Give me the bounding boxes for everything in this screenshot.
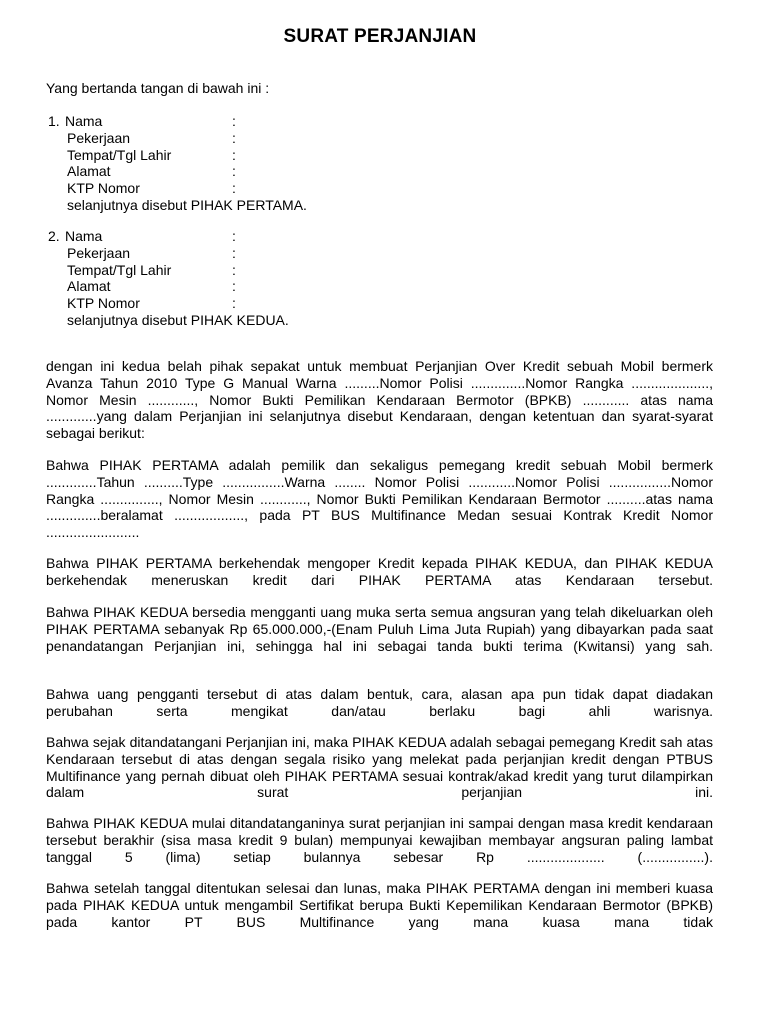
party-one-name-label: Nama [65, 113, 103, 129]
party-one-birth-colon: : [232, 146, 236, 163]
party-two-address-label: Alamat [67, 278, 111, 295]
document-title: SURAT PERJANJIAN [283, 26, 477, 47]
paragraph-payment: Bahwa PIHAK KEDUA bersedia mengganti uang muka serta semua angsuran yang telah dikeluarkan oleh PIHAK PERTAMA sebanyak Rp 65.000.000,-(Enam Puluh Lima Juta Rupiah) yang dibayarkan pada saat penandatangan Perjanjian ini, sehingga hal ini sebagai tanda bukti terima (Kwitansi) yang sah. [46, 604, 713, 654]
paragraph-agreement-intro: dengan ini kedua belah pihak sepakat untuk membuat Perjanjian Over Kredit sebuah Mobil bermerk Avanza Tahun 2010 Type G Manual Warna .........Nomor Polisi ..............Nomor Rangka ...................., Nomor Mesin ............, Nomor Bukti Pemilikan Kendaraan Bermotor (BPKB) ............ atas nama .............yang dalam Perjanjian ini selanjutnya disebut Kendaraan, dengan ketentuan dan syarat-syarat sebagai berikut: [46, 358, 713, 442]
paragraph-credit-transfer: Bahwa PIHAK PERTAMA berkehendak mengoper Kredit kepada PIHAK KEDUA, dan PIHAK KEDUA berkehendak meneruskan kredit dari PIHAK PERTAMA atas Kendaraan tersebut. [46, 555, 713, 588]
party-one-address-label: Alamat [67, 163, 111, 180]
party-two-designation: selanjutnya disebut PIHAK KEDUA. [67, 311, 289, 328]
party-one-birth-label: Tempat/Tgl Lahir [67, 146, 172, 163]
intro-text: Yang bertanda tangan di bawah ini : [46, 80, 270, 96]
party-one-ktp-colon: : [232, 180, 236, 197]
party-two-job-colon: : [232, 244, 236, 261]
party-two-address-colon: : [232, 278, 236, 295]
party-one-job-colon: : [232, 129, 236, 146]
paragraph-credit-holder: Bahwa sejak ditandatangani Perjanjian ini, maka PIHAK KEDUA adalah sebagai pemegang Kredit sah atas Kendaraan tersebut di atas dengan segala risiko yang melekat pada perjanjian kredit dengan PTBUS Multifinance yang pernah dibuat oleh PIHAK PERTAMA sesuai kontrak/akad kredit yang turut dilampirkan dalam surat perjanjian ini. [46, 734, 713, 801]
party-two-ktp-label: KTP Nomor [67, 295, 140, 312]
party-two-job-label: Pekerjaan [67, 244, 131, 261]
party-one-ktp-label: KTP Nomor [67, 180, 140, 197]
paragraph-power-of-attorney: Bahwa setelah tanggal ditentukan selesai dan lunas, maka PIHAK PERTAMA dengan ini memberi kuasa pada PIHAK KEDUA untuk mengambil Sertifikat berupa Bukti Kepemilikan Kendaraan Bermotor (BPKB) pada kantor PT BUS Multifinance yang mana kuasa mana tidak [46, 880, 713, 930]
party-one-number: 1. [48, 113, 60, 129]
paragraph-installment-obligation: Bahwa PIHAK KEDUA mulai ditandatanganinya surat perjanjian ini sampai dengan masa kredit kendaraan tersebut berakhir (sisa masa kredit 9 bulan) mempunyai kewajiban membayar angsuran paling lambat tanggal 5 (lima) setiap bulannya sebesar Rp .................... (................). [46, 815, 713, 865]
party-two-ktp-colon: : [232, 295, 236, 312]
party-one-name-colon: : [232, 113, 236, 129]
party-two-birth-colon: : [232, 261, 236, 278]
paragraph-irrevocable: Bahwa uang pengganti tersebut di atas dalam bentuk, cara, alasan apa pun tidak dapat diadakan perubahan serta mengikat dan/atau berlaku bagi ahli warisnya. [46, 686, 713, 719]
paragraph-first-party-ownership: Bahwa PIHAK PERTAMA adalah pemilik dan sekaligus pemegang kredit sebuah Mobil bermerk .............Tahun ..........Type ................Warna ........ Nomor Polisi ............Nomor Polisi ................Nomor Rangka ..............., Nomor Mesin ............, Nomor Bukti Pemilikan Kendaraan Bermotor ..........atas nama ..............beralamat .................., pada PT BUS Multifinance Medan sesuai Kontrak Kredit Nomor ........................ [46, 457, 713, 541]
party-one-address-colon: : [232, 163, 236, 180]
party-two-number: 2. [48, 228, 60, 244]
party-one-designation: selanjutnya disebut PIHAK PERTAMA. [67, 196, 307, 213]
party-one-job-label: Pekerjaan [67, 129, 131, 146]
party-two-birth-label: Tempat/Tgl Lahir [67, 261, 172, 278]
party-two-name-colon: : [232, 228, 236, 244]
party-two-name-label: Nama [65, 228, 103, 244]
